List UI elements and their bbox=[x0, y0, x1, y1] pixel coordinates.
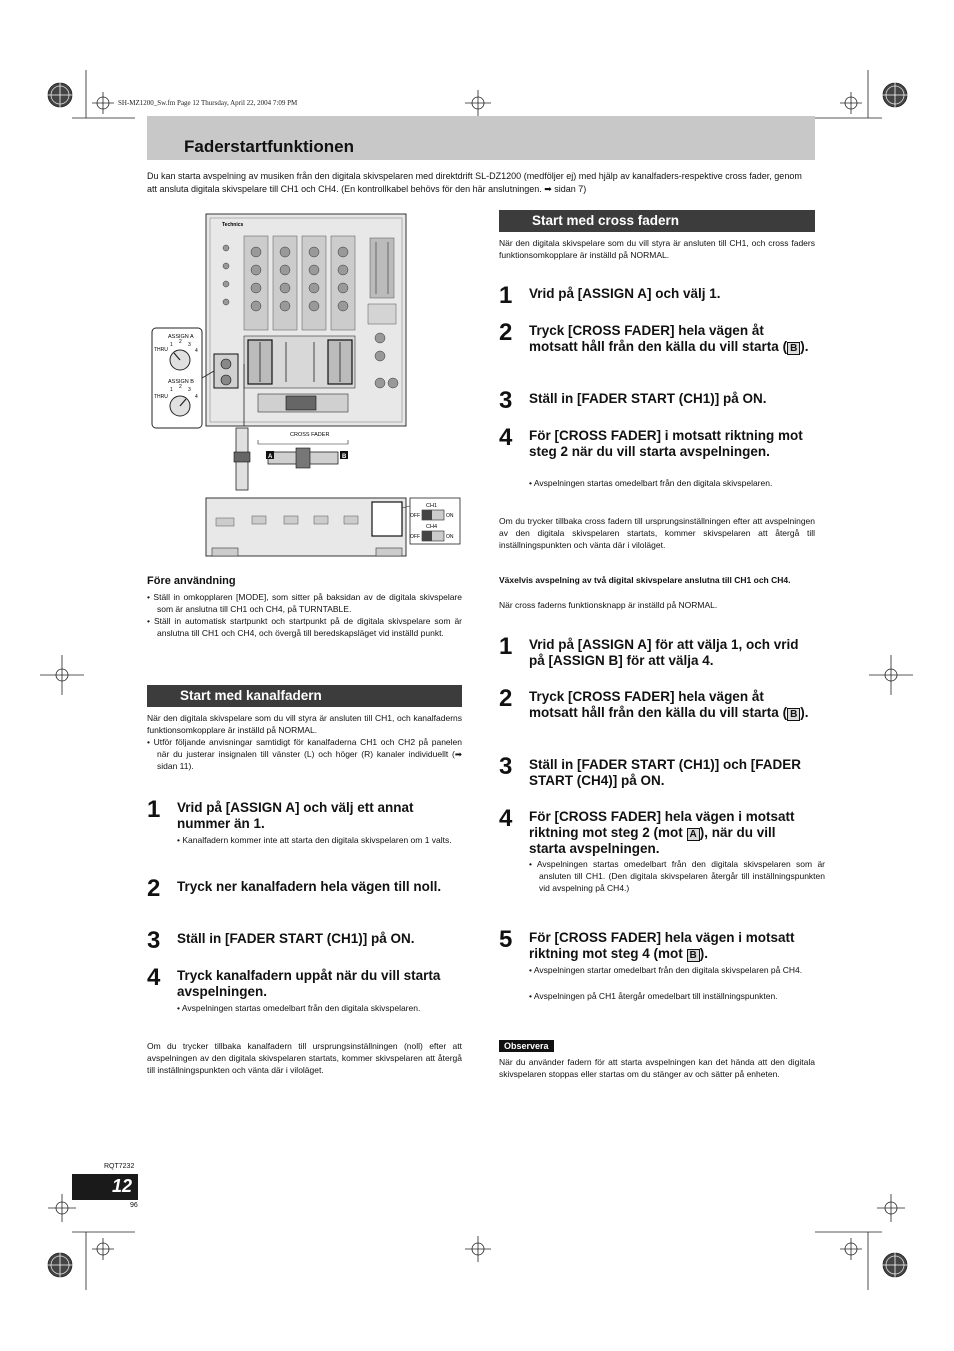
ch4-on: ON bbox=[446, 534, 454, 540]
observe-text: När du använder fadern för att starta avspelningen kan det hända att den digitala skivspelaren stoppas eller startas om du stänger av och sätter på enheten. bbox=[499, 1057, 815, 1079]
assign-a-k4: 4 bbox=[195, 348, 198, 354]
assign-a-k2: 2 bbox=[179, 339, 182, 345]
observe-label: Observera bbox=[499, 1040, 554, 1052]
page-title: Faderstartfunktionen bbox=[184, 137, 355, 156]
intro-text: Du kan starta avspelning av musiken från den digitala skivspelaren med direktdrift SL-DZ1200 (medföljer ej) med hjälp av kanalfaders-respektive cross fader, genom att ansluta digitala skivspelare till CH1 och CH4. (En kontrollkabel behövs för den här anslutningen. ➡ sidan 7) bbox=[147, 171, 802, 194]
alt-heading: Växelvis avspelning av två digital skivspelare anslutna till CH1 och CH4. bbox=[499, 575, 791, 585]
right-b-step-5-note-2: • Avspelningen på CH1 återgår omedelbart till inställningspunkten. bbox=[529, 991, 778, 1001]
cross-fader-label: CROSS FADER bbox=[290, 432, 330, 438]
left-step-4-note: • Avspelningen startas omedelbart från den digitala skivspelaren. bbox=[177, 1003, 421, 1013]
before-use-heading: Före användning bbox=[147, 575, 236, 587]
cross-fader-a: A bbox=[268, 454, 273, 460]
brand-label: Technics bbox=[222, 222, 244, 228]
before-use-item-1: • Ställ in omkopplaren [MODE], som sitter på baksidan av de digitala skivspelare som är anslutna till CH1 och CH4, på TURNTABLE. bbox=[147, 592, 462, 614]
print-info: SH-MZ1200_Sw.fm Page 12 Thursday, April 22, 2004 7:09 PM bbox=[118, 99, 298, 107]
right-middle-text: Om du trycker tillbaka cross fadern till ursprungsinställningen efter att avspelningen av den digitala skivspelaren startats, kommer skivspelaren att återgå till inställningspunkten och vänta där i viloläget. bbox=[499, 516, 815, 550]
assign-a-thru: THRU bbox=[154, 347, 168, 353]
box-b-icon: B bbox=[787, 708, 800, 721]
assign-b-k4: 4 bbox=[195, 394, 198, 400]
assign-a-label: ASSIGN A bbox=[168, 334, 194, 340]
ch1-on: ON bbox=[446, 513, 454, 519]
observe-block bbox=[499, 1036, 815, 1080]
kanalfadern-intro: När den digitala skivspelare som du vill styra är ansluten till CH1, och kanalfaderns funktionsomkopplare är inställd på NORMAL. • Utför följande anvisningar samtidigt för kanalfaderna CH1 och CH2 på panelen när du justerar insignalen till vänster (L) och höger (R) kanaler individuellt (➡ sidan 11). bbox=[147, 713, 462, 771]
assign-b-thru: THRU bbox=[154, 394, 168, 400]
cross-fader-b: B bbox=[342, 454, 347, 460]
left-outro: Om du trycker tillbaka kanalfadern till ursprungsinställningen (noll) efter att avspelningen av den digitala skivspelaren startats, kommer skivspelaren att återgå till inställningspunkten och vänta där i viloläget. bbox=[147, 1041, 462, 1075]
right-a-step-4-note: • Avspelningen startas omedelbart från den digitala skivspelaren. bbox=[529, 478, 773, 488]
assign-b-k3: 3 bbox=[188, 387, 191, 393]
before-use-item-2: • Ställ in automatisk startpunkt och startpunkt på de digitala skivspelare som är anslutna till CH1 och CH4, och övergå till beredskapsläget vid inställd punkt. bbox=[147, 616, 463, 638]
assign-b-k2: 2 bbox=[179, 384, 182, 390]
ch4-label: CH4 bbox=[426, 524, 438, 530]
mixer-illustration bbox=[148, 208, 468, 568]
assign-b-label: ASSIGN B bbox=[168, 379, 194, 385]
box-a-icon: A bbox=[687, 828, 700, 841]
right-b-step-5-note-1: • Avspelningen startar omedelbart från den digitala skivspelaren på CH4. bbox=[529, 965, 803, 975]
assign-a-k3: 3 bbox=[188, 342, 191, 348]
kanalfadern-bullet: • Utför följande anvisningar samtidigt för kanalfaderna CH1 och CH2 på panelen när du justerar insignalen till vänster (L) och höger (R) kanaler individuellt (➡ sidan 11). bbox=[147, 737, 462, 771]
assign-b-k1: 1 bbox=[170, 387, 173, 393]
left-step-1-note: • Kanalfadern kommer inte att starta den digitala skivspelaren om 1 valts. bbox=[177, 835, 452, 845]
before-use-block bbox=[147, 575, 462, 639]
section-heading-cross-fadern: Start med cross fadern bbox=[499, 210, 815, 232]
box-b-icon: B bbox=[787, 342, 800, 355]
ch1-off: OFF bbox=[410, 513, 420, 519]
right-b-step-4-note: • Avspelningen startas omedelbart från den digitala skivspelaren som är ansluten till CH1. (Den digitala skivspelaren återgår till inställningspunkten vid avspelning på CH4.) bbox=[529, 859, 825, 893]
assign-a-k1: 1 bbox=[170, 342, 173, 348]
ch1-label: CH1 bbox=[426, 503, 438, 509]
alt-sub: När cross faderns funktionsknapp är inställd på NORMAL. bbox=[499, 600, 718, 610]
section-heading-kanalfadern: Start med kanalfadern bbox=[147, 685, 462, 707]
box-b-icon: B bbox=[687, 949, 700, 962]
doc-code: RQT7232 bbox=[104, 1163, 135, 1170]
sub-page-number: 96 bbox=[130, 1202, 138, 1209]
cross-fadern-intro: När den digitala skivspelare som du vill styra är ansluten till CH1, och cross faders funktionsomkopplare är inställd på NORMAL. bbox=[499, 238, 815, 260]
ch4-off: OFF bbox=[410, 534, 420, 540]
page-number: 12 bbox=[112, 1176, 133, 1196]
